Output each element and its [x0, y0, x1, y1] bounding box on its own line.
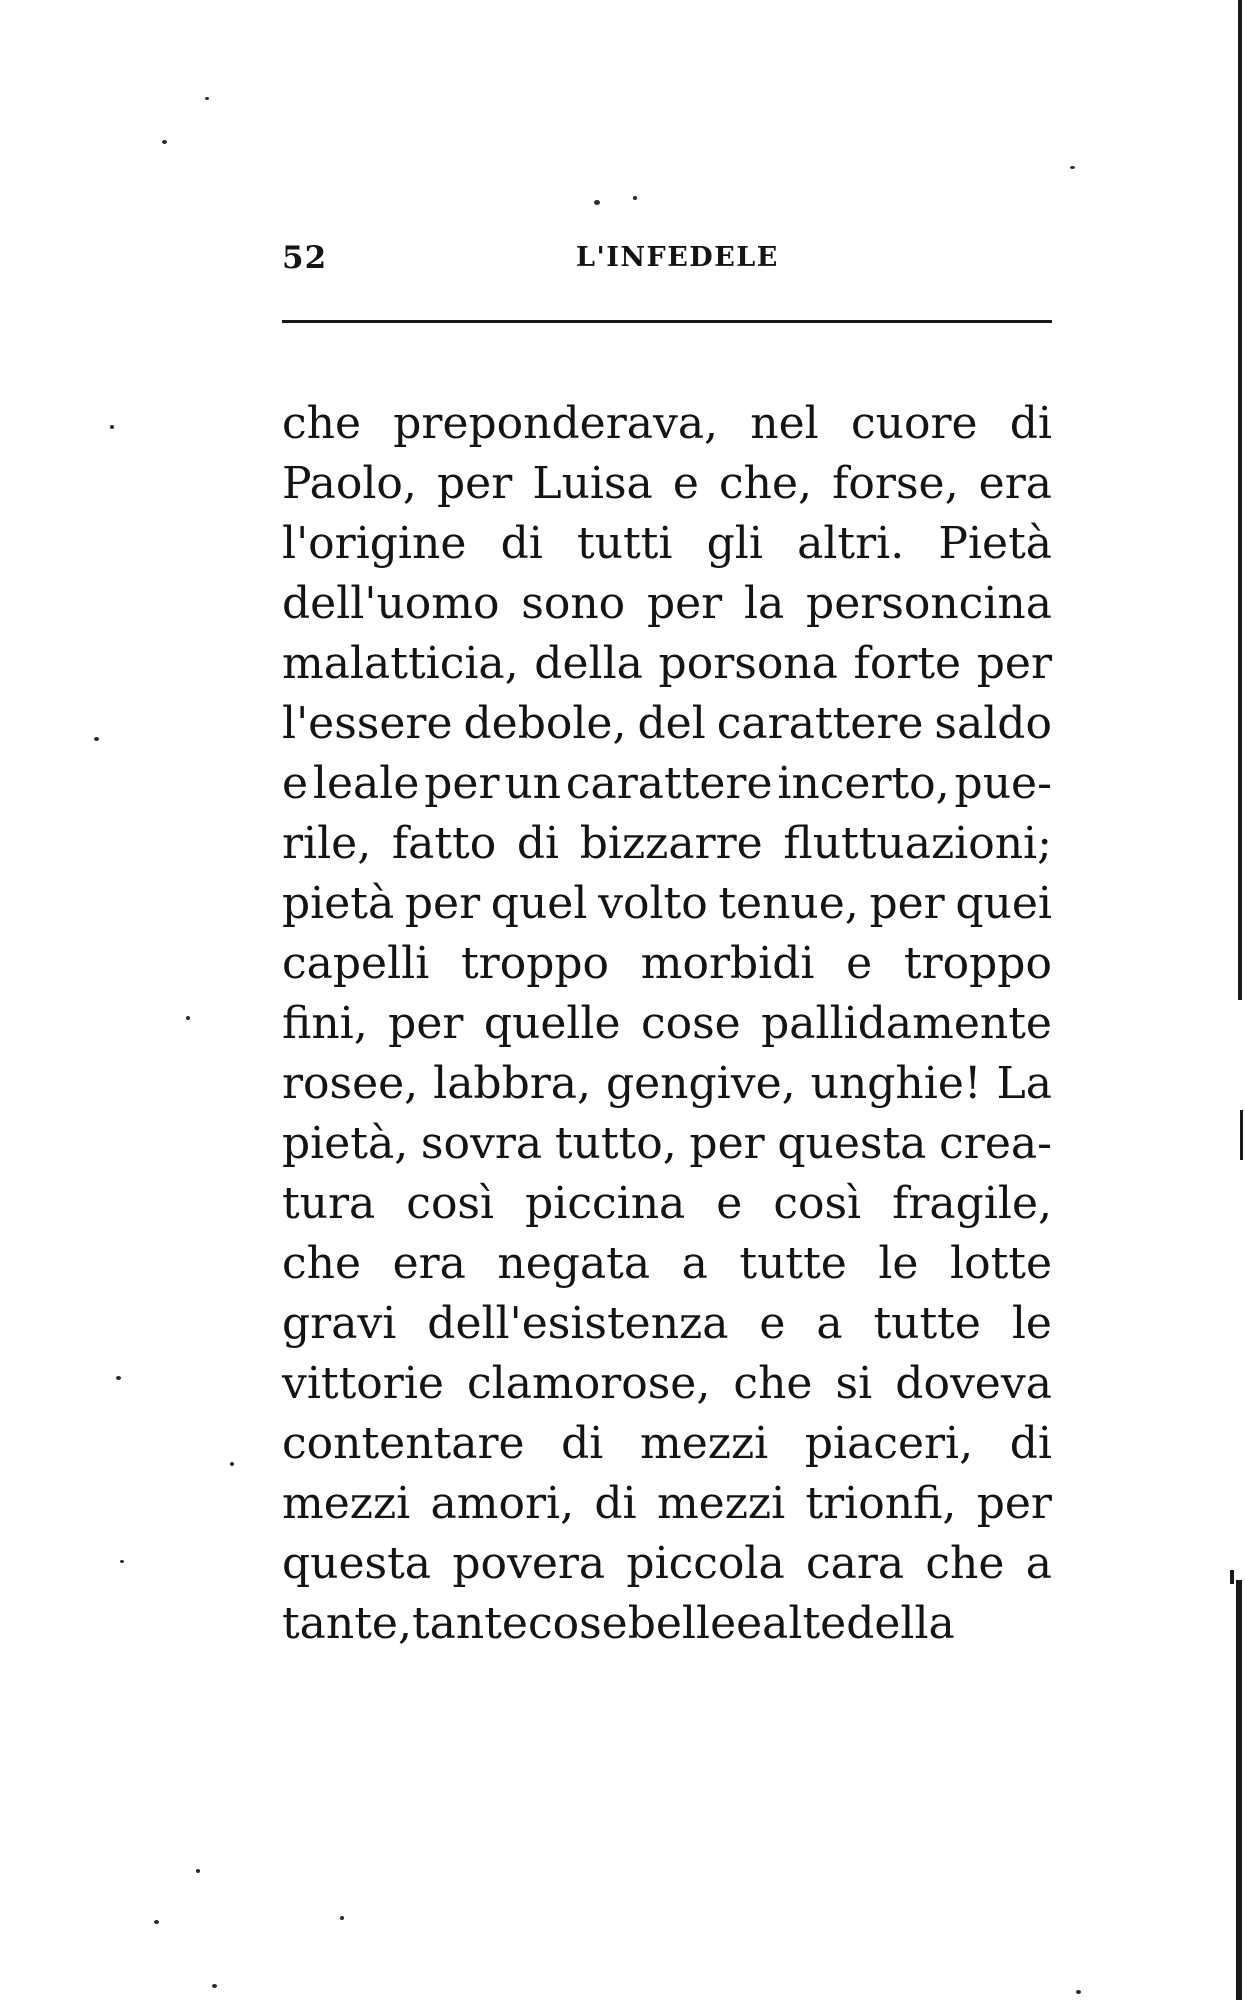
scan-speck [154, 1920, 159, 1924]
word: fatto [391, 818, 497, 869]
scan-speck [633, 196, 637, 200]
word: nel [750, 398, 819, 449]
scan-speck [230, 1462, 234, 1466]
word: carattere [716, 698, 924, 749]
scan-speck [340, 1916, 344, 1920]
word: pietà [282, 878, 395, 929]
word: per [976, 1478, 1052, 1529]
text-line [282, 1594, 1052, 1654]
word: le [1011, 1298, 1052, 1349]
word: tutto, [554, 1118, 677, 1169]
word: crea- [939, 1118, 1052, 1169]
word: per [869, 878, 945, 929]
word: piaceri, [804, 1418, 974, 1469]
scan-speck [196, 1869, 200, 1873]
word: gravi [282, 1298, 397, 1349]
word: pue- [954, 758, 1052, 809]
word: di [1009, 398, 1052, 449]
scan-speck [162, 140, 167, 144]
word: e [282, 758, 309, 809]
word: per [404, 878, 481, 929]
word: mezzi [640, 1418, 769, 1469]
word: gengive, [605, 1058, 796, 1109]
word: forse, [832, 458, 959, 509]
word: cuore [850, 398, 978, 449]
word: saldo [934, 698, 1052, 749]
text-line [282, 1414, 1052, 1474]
word: questa [777, 1118, 927, 1169]
word: per [437, 458, 513, 509]
scan-speck [94, 737, 99, 741]
word: rile, [282, 818, 372, 869]
text-line [282, 1174, 1052, 1234]
word: era [392, 1238, 466, 1289]
word: di [594, 1478, 637, 1529]
word: tura [282, 1178, 376, 1229]
text-line [282, 514, 1052, 574]
word: di [1009, 1418, 1052, 1469]
scan-speck [116, 1376, 121, 1380]
word: cose [640, 998, 741, 1049]
word: unghie! [810, 1058, 982, 1109]
word: le [878, 1238, 919, 1289]
scan-speck [1076, 1990, 1081, 1994]
word: che [282, 1238, 362, 1289]
text-line [282, 634, 1052, 694]
word: troppo [903, 938, 1052, 989]
word: porsona [658, 638, 838, 689]
header-rule [282, 320, 1052, 323]
word: debole, [463, 698, 627, 749]
scan-edge-mark [1236, 1580, 1242, 2000]
scan-edge-mark [1230, 1570, 1234, 1584]
word: bizzarre [579, 818, 763, 869]
text-line [282, 1354, 1052, 1414]
text-line [282, 694, 1052, 754]
word: l'essere [282, 698, 453, 749]
text-line [282, 1234, 1052, 1294]
word: incerto, [777, 758, 950, 809]
word: che, [719, 458, 813, 509]
word: sono [521, 578, 626, 629]
word: forte [853, 638, 962, 689]
text-line [282, 454, 1052, 514]
word: la [743, 578, 785, 629]
word: mezzi [656, 1478, 786, 1529]
text-line [282, 754, 1052, 814]
word: doveva [895, 1358, 1052, 1409]
word: e [759, 1298, 786, 1349]
scan-speck [1070, 166, 1075, 169]
word: rosee, [282, 1058, 419, 1109]
word: fini, [282, 998, 368, 1049]
word: e [846, 938, 873, 989]
word: per [646, 578, 723, 629]
word: fluttuazioni; [783, 818, 1052, 869]
word: della [846, 1598, 955, 1649]
scan-speck [110, 425, 114, 429]
word: fragile, [892, 1178, 1052, 1229]
word: tutti [576, 518, 673, 569]
word: lotte [950, 1238, 1052, 1289]
word: trionfi, [805, 1478, 957, 1529]
word: per [976, 638, 1052, 689]
word: La [996, 1058, 1052, 1109]
word: amori, [430, 1478, 575, 1529]
word: alte [762, 1598, 847, 1649]
word: che [733, 1358, 813, 1409]
word: vittorie [282, 1358, 444, 1409]
text-line [282, 1534, 1052, 1594]
word: personcina [806, 578, 1052, 629]
word: per [424, 758, 500, 809]
word: cara [806, 1538, 905, 1589]
word: piccina [525, 1178, 686, 1229]
word: piccola [626, 1538, 785, 1589]
word: gli [706, 518, 763, 569]
word: carattere [565, 758, 773, 809]
word: belle [627, 1598, 737, 1649]
word: mezzi [282, 1478, 411, 1529]
word: si [835, 1358, 873, 1409]
word: pallidamente [761, 998, 1052, 1049]
word: che [282, 398, 362, 449]
word: leale [312, 758, 420, 809]
word: volto [598, 878, 708, 929]
scan-speck [594, 200, 600, 205]
running-head [282, 240, 1052, 290]
word: labbra, [433, 1058, 592, 1109]
word: dell'esistenza [427, 1298, 729, 1349]
word: capelli [282, 938, 430, 989]
word: e [716, 1178, 743, 1229]
text-line [282, 1474, 1052, 1534]
word: l'origine [282, 518, 467, 569]
word: povera [452, 1538, 606, 1589]
word: quelle [483, 998, 621, 1049]
text-line [282, 814, 1052, 874]
word: morbidi [640, 938, 815, 989]
page-number: 52 [282, 240, 328, 276]
word: Paolo, [282, 458, 417, 509]
word: di [561, 1418, 604, 1469]
word: così [773, 1178, 862, 1229]
text-line [282, 874, 1052, 934]
word: preponderava, [393, 398, 719, 449]
word: e [672, 458, 699, 509]
word: tutte [873, 1298, 981, 1349]
word: che [925, 1538, 1005, 1589]
body-text [282, 394, 1052, 1654]
word: a [681, 1238, 708, 1289]
word: troppo [461, 938, 610, 989]
text-line [282, 1114, 1052, 1174]
word: pietà, [282, 1118, 409, 1169]
word: a [816, 1298, 843, 1349]
word: dell'uomo [282, 578, 500, 629]
word: sovra [420, 1118, 543, 1169]
word: negata [497, 1238, 651, 1289]
word: tante, [282, 1598, 412, 1649]
word: questa [282, 1538, 432, 1589]
word: quei [955, 878, 1052, 929]
word: di [500, 518, 543, 569]
scan-edge-mark [1238, 0, 1242, 1000]
word: contentare [282, 1418, 525, 1469]
word: Luisa [532, 458, 653, 509]
text-line [282, 574, 1052, 634]
word: di [516, 818, 560, 869]
word: tenue, [718, 878, 859, 929]
word: della [534, 638, 643, 689]
scan-speck [120, 1560, 124, 1563]
word: tutte [739, 1238, 847, 1289]
text-line [282, 994, 1052, 1054]
word: tante [411, 1598, 528, 1649]
word: altri. [797, 518, 905, 569]
word: quel [490, 878, 588, 929]
scan-speck [212, 1984, 217, 1988]
word: clamorose, [467, 1358, 711, 1409]
scan-speck [205, 97, 209, 100]
word: era [978, 458, 1052, 509]
running-title: L'INFEDELE [576, 242, 779, 273]
word: così [406, 1178, 495, 1229]
word: malatticia, [282, 638, 519, 689]
word: per [689, 1118, 765, 1169]
text-line [282, 934, 1052, 994]
word: un [504, 758, 562, 809]
scan-speck [186, 1016, 190, 1020]
text-line [282, 1294, 1052, 1354]
text-line [282, 394, 1052, 454]
text-line [282, 1054, 1052, 1114]
word: del [637, 698, 706, 749]
word: Pietà [938, 518, 1052, 569]
word: a [1025, 1538, 1052, 1589]
word: cose [527, 1598, 628, 1649]
scan-edge-mark [1240, 1110, 1243, 1160]
word: per [388, 998, 464, 1049]
word: e [736, 1598, 763, 1649]
